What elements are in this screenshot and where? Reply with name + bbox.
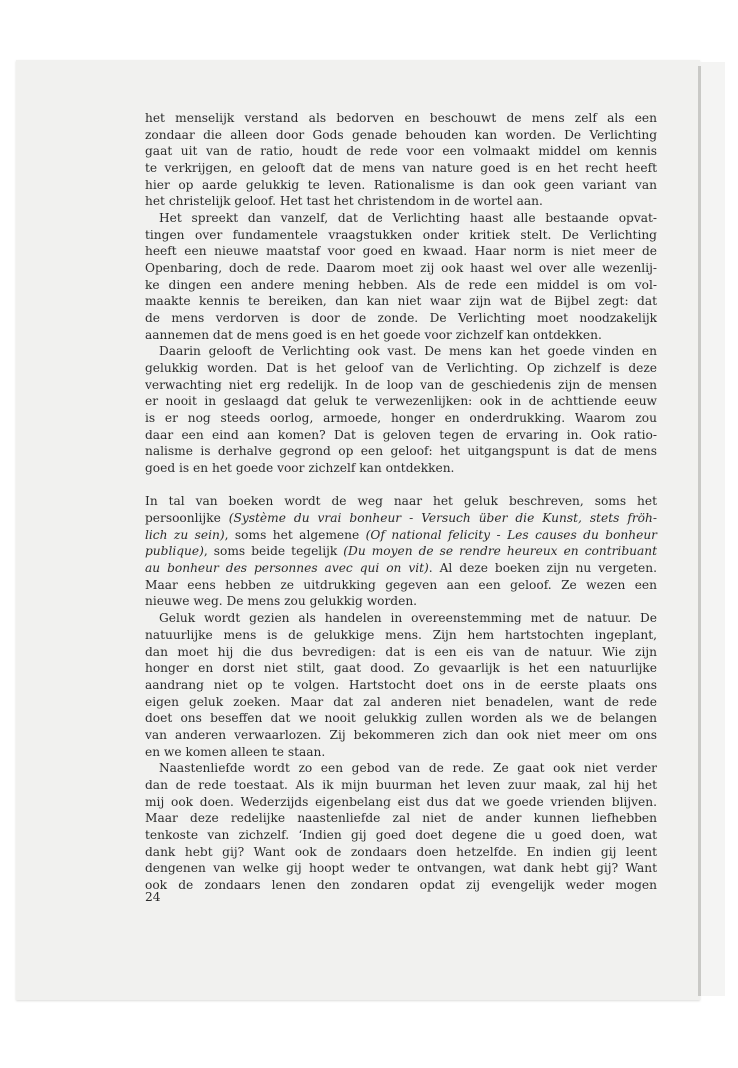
italic-title: (Du moyen de se rendre heureux en contribuant xyxy=(343,544,657,559)
text-line: eigen geluk zoeken. Maar dat zal anderen niet benadelen, want de rede xyxy=(145,694,657,709)
text-line: heeft een nieuwe maatstaf voor goed en kwaad. Haar norm is niet meer de xyxy=(145,244,657,259)
section-break xyxy=(145,477,657,494)
text-line: nalisme is derhalve gegrond op een geloof: het uitgangspunt is dat de mens xyxy=(145,444,657,459)
text-line xyxy=(145,510,657,527)
paragraph xyxy=(145,493,657,610)
text-line: Naastenliefde wordt zo een gebod van de rede. Ze gaat ook niet verder xyxy=(159,761,657,776)
italic-title: (Of national felicity - Les causes du bonheur xyxy=(365,527,657,542)
text-line: dank hebt gij? Want ook de zondaars doen hetzelfde. En indien gij leent xyxy=(145,844,657,859)
text-segment: nieuwe weg. De mens zou gelukkig worden. xyxy=(145,594,418,609)
text-line: zondaar die alleen door Gods genade behouden kan worden. De Verlichting xyxy=(145,127,657,142)
text-line: Daarin gelooft de Verlichting ook vast. De mens kan het goede vinden en xyxy=(159,344,657,359)
text-line: doet ons beseffen dat we nooit gelukkig zullen worden als we de belangen xyxy=(145,711,657,726)
text-line: gelukkig worden. Dat is het geloof van de Verlichting. Op zichzelf is deze xyxy=(145,361,657,376)
next-page-edge xyxy=(701,62,725,996)
text-line: het christelijk geloof. Het tast het christendom in de wortel aan. xyxy=(145,194,543,209)
text-line: goed is en het goede voor zichzelf kan ontdekken. xyxy=(145,461,455,476)
text-line: is er nog steeds oorlog, armoede, honger en onderdrukking. Waarom zou xyxy=(145,411,657,426)
text-line: verwachting niet erg redelijk. In de loop van de geschiedenis zijn de mensen xyxy=(145,377,657,392)
text-line xyxy=(145,593,657,610)
text-line xyxy=(145,577,657,594)
text-line xyxy=(145,527,657,544)
text-line: Het spreekt dan vanzelf, dat de Verlichting haast alle bestaande opvat- xyxy=(159,211,657,226)
text-line: en we komen alleen te staan. xyxy=(145,744,326,759)
italic-title: au bonheur des personnes avec qui on vit) xyxy=(145,561,429,576)
text-segment: Maar eens hebben ze uitdrukking gegeven aan een geloof. Ze wezen een xyxy=(145,577,657,592)
text-line: Geluk wordt gezien als handelen in overeenstemming met de natuur. De xyxy=(159,611,657,626)
text-segment: persoonlijke xyxy=(145,511,229,526)
text-line: dengenen van welke gij hoopt weder te ontvangen, wat dank hebt gij? Want xyxy=(145,861,657,876)
page-number: 24 xyxy=(145,890,161,904)
text-line: aandrang niet op te volgen. Hartstocht doet ons in de eerste plaats ons xyxy=(145,677,657,692)
text-line: natuurlijke mens is de gelukkige mens. Zijn hem hartstochten ingeplant, xyxy=(145,627,657,642)
paragraph xyxy=(145,110,657,210)
text-line: Maar deze redelijke naastenliefde zal niet de ander kunnen liefhebben xyxy=(145,811,657,826)
page-gutter-shadow xyxy=(698,66,701,996)
text-segment: . Al deze boeken zijn nu vergeten. xyxy=(428,561,657,576)
paragraph xyxy=(145,343,657,476)
text-segment: , soms beide tegelijk xyxy=(203,544,344,559)
text-line: ook de zondaars lenen den zondaren opdat zij evengelijk weder mogen xyxy=(145,877,657,892)
paragraph xyxy=(145,760,657,893)
text-line: daar een eind aan komen? Dat is geloven tegen de ervaring in. Ook ratio- xyxy=(145,427,657,442)
text-line xyxy=(145,493,657,510)
text-line: tingen over fundamentele vraagstukken onder kritiek stelt. De Verlichting xyxy=(145,227,657,242)
body-text xyxy=(145,110,657,894)
text-line: hier op aarde gelukkig te leven. Rationalisme is dan ook geen variant van xyxy=(145,177,657,192)
text-line xyxy=(145,543,657,560)
text-line: van anderen verwaarlozen. Zij bekommeren zich dan ook niet meer om ons xyxy=(145,727,657,742)
text-line: te verkrijgen, en gelooft dat de mens van nature goed is en het recht heeft xyxy=(145,161,657,176)
italic-title: (Système du vrai bonheur - Versuch über die Kunst, stets fröh- xyxy=(228,511,657,526)
text-line: aannemen dat de mens goed is en het goede voor zichzelf kan ontdekken. xyxy=(145,327,602,342)
text-line: het menselijk verstand als bedorven en beschouwt de mens zelf als een xyxy=(145,111,657,125)
text-line: de mens verdorven is door de zonde. De Verlichting moet noodzakelijk xyxy=(145,311,657,326)
text-line: dan de rede toestaat. Als ik mijn buurman het leven zuur maak, zal hij het xyxy=(145,777,657,792)
paragraph xyxy=(145,210,657,343)
text-segment: In tal van boeken wordt de weg naar het geluk beschreven, soms het xyxy=(145,494,657,509)
text-line xyxy=(145,560,657,577)
text-line: honger en dorst niet stilt, gaat dood. Zo gevaarlijk is het een natuurlijke xyxy=(145,661,657,676)
text-line: tenkoste van zichzelf. ‘Indien gij goed doet degene die u goed doen, wat xyxy=(145,827,657,842)
text-line: gaat uit van de ratio, houdt de rede voor een volmaakt middel om kennis xyxy=(145,144,657,159)
text-line: maakte kennis te bereiken, dan kan niet waar zijn wat de Bijbel zegt: dat xyxy=(145,294,657,309)
text-line: mij ook doen. Wederzijds eigenbelang eist dus dat we goede vrienden blijven. xyxy=(145,794,657,809)
text-line: ke dingen een andere mening hebben. Als de rede een middel is om vol- xyxy=(145,277,657,292)
text-line: Openbaring, doch de rede. Daarom moet zij ook haast wel over alle wezenlij- xyxy=(145,261,657,276)
paragraph xyxy=(145,610,657,760)
italic-title: lich zu sein) xyxy=(145,527,225,542)
italic-title: publique) xyxy=(145,544,204,559)
text-segment: , soms het algemene xyxy=(224,527,366,542)
text-line: er nooit in geslaagd dat geluk te verwezenlijken: ook in de achttiende eeuw xyxy=(145,394,657,409)
text-line: dan moet hij die dus bevredigen: dat is een eis van de natuur. Wie zijn xyxy=(145,644,657,659)
